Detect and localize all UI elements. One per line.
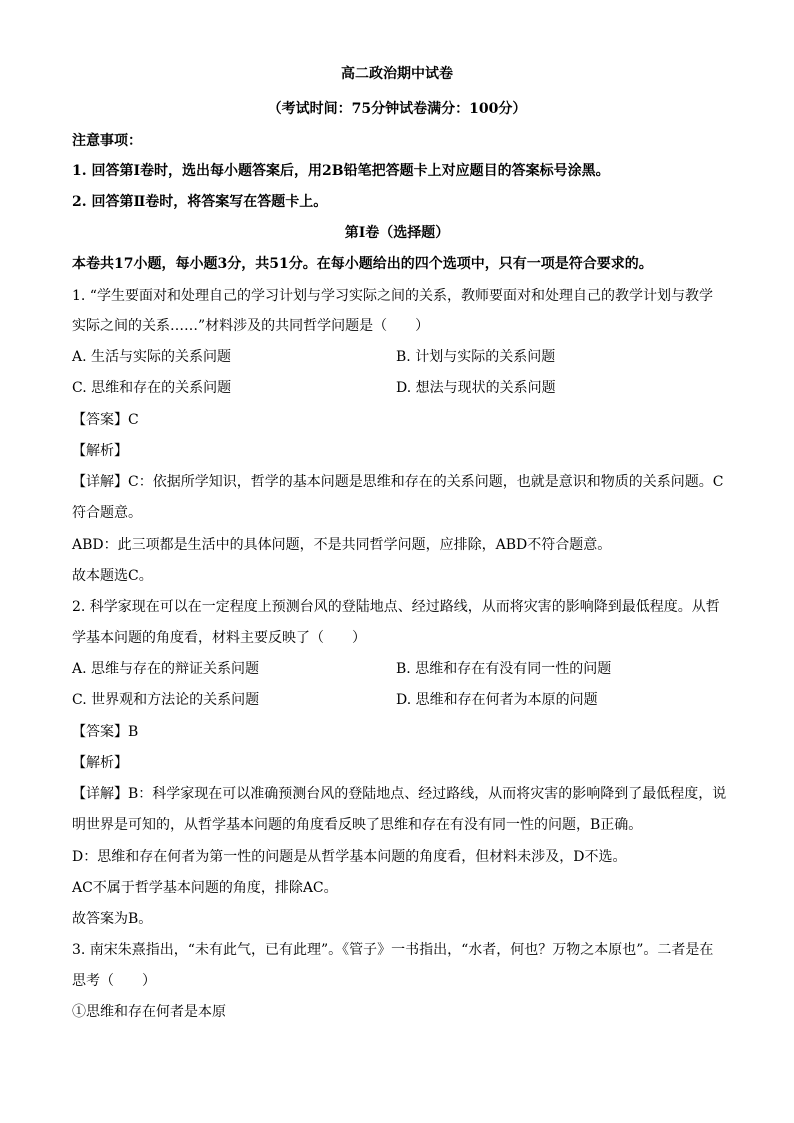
analysis-label: 【解析】 bbox=[72, 443, 128, 459]
question-stem: 3. 南宋朱熹指出，“未有此气，已有此理”。《管子》一书指出，“水者，何也？万物之本原也”。二者是在 bbox=[72, 942, 714, 958]
detail-text: 明世界是可知的，从哲学基本问题的角度看反映了思维和存在有没有同一性的问题，B正确。 bbox=[72, 817, 643, 833]
conclusion-text: 故本题选C。 bbox=[72, 568, 153, 584]
question-stem: 学基本问题的角度看，材料主要反映了（ ） bbox=[72, 630, 366, 646]
note-item: 1. 回答第Ⅰ卷时，选出每小题答案后，用2B铅笔把答题卡上对应题目的答案标号涂黑。 bbox=[72, 163, 610, 179]
question-stem: 思考（ ） bbox=[72, 973, 156, 989]
answer-label: 【答案】C bbox=[72, 412, 139, 428]
option-a: A. 思维与存在的辩证关系问题 bbox=[72, 661, 260, 677]
conclusion-text: 故答案为B。 bbox=[72, 911, 153, 927]
notes-heading: 注意事项： bbox=[72, 133, 142, 149]
question-stem: 实际之间的关系……”材料涉及的共同哲学问题是（ ） bbox=[72, 318, 430, 334]
option-d: D. 想法与现状的关系问题 bbox=[396, 380, 556, 396]
option-b: B. 计划与实际的关系问题 bbox=[396, 349, 556, 365]
section-instruction: 本卷共17小题，每小题3分，共51分。在每小题给出的四个选项中，只有一项是符合要求的。 bbox=[72, 256, 653, 272]
question-stem: 2. 科学家现在可以在一定程度上预测台风的登陆地点、经过路线，从而将灾害的影响降到最低程度。从哲 bbox=[72, 599, 720, 615]
option-b: B. 思维和存在有没有同一性的问题 bbox=[396, 661, 612, 677]
option-c: C. 世界观和方法论的关系问题 bbox=[72, 692, 260, 708]
question-stem: 1. “学生要面对和处理自己的学习计划与学习实际之间的关系，教师要面对和处理自己的教学计划与教学 bbox=[72, 288, 713, 304]
detail-text: ABD：此三项都是生活中的具体问题，不是共同哲学问题，应排除，ABD不符合题意。 bbox=[72, 537, 612, 553]
analysis-label: 【解析】 bbox=[72, 755, 128, 771]
detail-text: 【详解】C：依据所学知识，哲学的基本问题是思维和存在的关系问题，也就是意识和物质的关系问题。C bbox=[72, 474, 724, 490]
exam-title: 高二政治期中试卷 bbox=[341, 66, 453, 82]
exam-subtitle: （考试时间：75分钟试卷满分：100分） bbox=[267, 101, 527, 117]
section-title: 第Ⅰ卷（选择题） bbox=[344, 225, 450, 241]
detail-text: AC不属于哲学基本问题的角度，排除AC。 bbox=[72, 880, 338, 896]
detail-text: 【详解】B：科学家现在可以准确预测台风的登陆地点、经过路线，从而将灾害的影响降到了最低程度，说 bbox=[72, 786, 727, 802]
detail-text: D：思维和存在何者为第一性的问题是从哲学基本问题的角度看，但材料未涉及，D不选。 bbox=[72, 849, 627, 865]
question-item: ①思维和存在何者是本原 bbox=[72, 1004, 226, 1020]
note-item: 2. 回答第Ⅱ卷时，将答案写在答题卡上。 bbox=[72, 194, 328, 210]
detail-text: 符合题意。 bbox=[72, 505, 142, 521]
option-c: C. 思维和存在的关系问题 bbox=[72, 380, 232, 396]
option-a: A. 生活与实际的关系问题 bbox=[72, 349, 232, 365]
answer-label: 【答案】B bbox=[72, 724, 139, 740]
option-d: D. 思维和存在何者为本原的问题 bbox=[396, 692, 598, 708]
